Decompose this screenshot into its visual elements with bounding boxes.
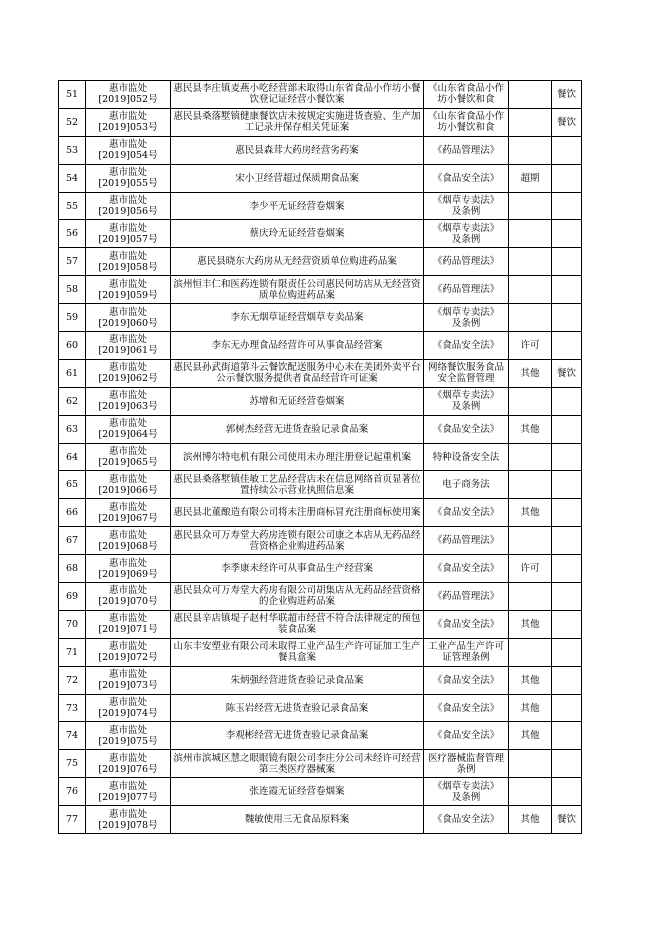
case-title-cell: 惠民县桑落墅镇健康餐饮店未按规定实施进货查验、生产加工记录并保存相关凭证案: [171, 108, 424, 136]
row-number-cell: 64: [59, 443, 86, 471]
document-number-cell: 惠市监处 [2019]052号: [86, 81, 171, 109]
industry-cell: 餐饮: [552, 359, 582, 387]
industry-cell: [552, 415, 582, 443]
document-number-cell: 惠市监处 [2019]060号: [86, 304, 171, 332]
industry-cell: [552, 220, 582, 248]
row-number-cell: 75: [59, 750, 86, 778]
document-number-cell: 惠市监处 [2019]070号: [86, 583, 171, 611]
case-title-cell: 惠民县众可万寿堂大药房连锁有限公司康之本店从无药品经营资格企业购进药品案: [171, 527, 424, 555]
industry-cell: [552, 722, 582, 750]
document-number-cell: 惠市监处 [2019]071号: [86, 610, 171, 638]
law-basis-cell: 《食品安全法》: [424, 555, 509, 583]
table-row: [59, 499, 582, 527]
law-basis-cell: 《烟草专卖法》 及条例: [424, 192, 509, 220]
law-basis-cell: 《食品安全法》: [424, 332, 509, 360]
row-number-cell: 53: [59, 136, 86, 164]
case-title-cell: 朱炳强经营进货查验记录食品案: [171, 666, 424, 694]
row-number-cell: 54: [59, 164, 86, 192]
law-basis-cell: 《食品安全法》: [424, 164, 509, 192]
table-row: [59, 806, 582, 834]
document-number-cell: 惠市监处 [2019]056号: [86, 192, 171, 220]
document-number-cell: 惠市监处 [2019]074号: [86, 694, 171, 722]
industry-cell: [552, 666, 582, 694]
document-number-cell: 惠市监处 [2019]075号: [86, 722, 171, 750]
category-cell: [509, 443, 552, 471]
table-row: [59, 471, 582, 499]
table-row: [59, 666, 582, 694]
category-cell: [509, 778, 552, 806]
table-row: [59, 443, 582, 471]
document-number-cell: 惠市监处 [2019]069号: [86, 555, 171, 583]
law-basis-cell: 《药品管理法》: [424, 136, 509, 164]
law-basis-cell: 《烟草专卖法》 及条例: [424, 304, 509, 332]
category-cell: 其他: [509, 722, 552, 750]
category-cell: 其他: [509, 666, 552, 694]
row-number-cell: 69: [59, 583, 86, 611]
table-row: [59, 750, 582, 778]
law-basis-cell: 《山东省食品小作坊小餐饮和食: [424, 108, 509, 136]
table-row: [59, 220, 582, 248]
law-basis-cell: 电子商务法: [424, 471, 509, 499]
category-cell: [509, 81, 552, 109]
case-table-body: [59, 81, 582, 834]
document-number-cell: 惠市监处 [2019]067号: [86, 499, 171, 527]
case-title-cell: 陈玉岩经营无进货查验记录食品案: [171, 694, 424, 722]
table-row: [59, 192, 582, 220]
industry-cell: [552, 555, 582, 583]
row-number-cell: 76: [59, 778, 86, 806]
document-number-cell: 惠市监处 [2019]072号: [86, 638, 171, 666]
category-cell: [509, 276, 552, 304]
case-title-cell: 惠民县孙武街道第斗云餐饮配送服务中心未在美团外卖平台公示餐饮服务提供者食品经营许可证案: [171, 359, 424, 387]
case-title-cell: 李东无烟草证经营烟草专卖品案: [171, 304, 424, 332]
document-number-cell: 惠市监处 [2019]058号: [86, 248, 171, 276]
document-number-cell: 惠市监处 [2019]059号: [86, 276, 171, 304]
case-title-cell: 山东丰安塑业有限公司未取得工业产品生产许可证加工生产餐具盒案: [171, 638, 424, 666]
law-basis-cell: 《食品安全法》: [424, 694, 509, 722]
category-cell: 其他: [509, 610, 552, 638]
industry-cell: [552, 276, 582, 304]
document-number-cell: 惠市监处 [2019]076号: [86, 750, 171, 778]
table-row: [59, 583, 582, 611]
row-number-cell: 56: [59, 220, 86, 248]
industry-cell: [552, 192, 582, 220]
law-basis-cell: 《食品安全法》: [424, 499, 509, 527]
law-basis-cell: 医疗器械监督管理条例: [424, 750, 509, 778]
industry-cell: [552, 778, 582, 806]
table-row: [59, 694, 582, 722]
case-title-cell: 李少平无证经营卷烟案: [171, 192, 424, 220]
row-number-cell: 55: [59, 192, 86, 220]
industry-cell: [552, 136, 582, 164]
document-number-cell: 惠市监处 [2019]057号: [86, 220, 171, 248]
table-row: [59, 276, 582, 304]
industry-cell: [552, 443, 582, 471]
table-row: [59, 638, 582, 666]
law-basis-cell: 《烟草专卖法》 及条例: [424, 220, 509, 248]
category-cell: 其他: [509, 694, 552, 722]
case-title-cell: 滨州恒丰仁和医药连锁有限责任公司惠民何坊店从无经营资质单位购进药品案: [171, 276, 424, 304]
row-number-cell: 63: [59, 415, 86, 443]
case-title-cell: 惠民县北董酿造有限公司将未注册商标冒充注册商标使用案: [171, 499, 424, 527]
row-number-cell: 59: [59, 304, 86, 332]
case-title-cell: 惠民县众可万寿堂大药房有限公司胡集店从无药品经营资格的企业购进药品案: [171, 583, 424, 611]
table-row: [59, 304, 582, 332]
row-number-cell: 73: [59, 694, 86, 722]
case-title-cell: 李东无办理食品经营许可从事食品经营案: [171, 332, 424, 360]
table-row: [59, 387, 582, 415]
document-number-cell: 惠市监处 [2019]066号: [86, 471, 171, 499]
row-number-cell: 57: [59, 248, 86, 276]
row-number-cell: 66: [59, 499, 86, 527]
industry-cell: [552, 694, 582, 722]
case-title-cell: 惠民县桑落墅镇佳敏工艺品经营店未在信息网络首页显著位置持续公示营业执照信息案: [171, 471, 424, 499]
industry-cell: [552, 164, 582, 192]
case-title-cell: 惠民县辛店镇堤子赵村华联超市经营不符合法律规定的预包装食品案: [171, 610, 424, 638]
case-title-cell: 郭树杰经营无进货查验记录食品案: [171, 415, 424, 443]
row-number-cell: 68: [59, 555, 86, 583]
table-row: [59, 164, 582, 192]
document-number-cell: 惠市监处 [2019]053号: [86, 108, 171, 136]
row-number-cell: 77: [59, 806, 86, 834]
row-number-cell: 74: [59, 722, 86, 750]
law-basis-cell: 《药品管理法》: [424, 527, 509, 555]
row-number-cell: 61: [59, 359, 86, 387]
category-cell: 其他: [509, 499, 552, 527]
table-row: [59, 136, 582, 164]
law-basis-cell: 工业产品生产许可证管理条例: [424, 638, 509, 666]
category-cell: [509, 304, 552, 332]
industry-cell: [552, 750, 582, 778]
row-number-cell: 72: [59, 666, 86, 694]
case-title-cell: 魏敏使用三无食品原料案: [171, 806, 424, 834]
category-cell: [509, 638, 552, 666]
table-row: [59, 722, 582, 750]
table-row: [59, 248, 582, 276]
case-table: [58, 80, 582, 834]
category-cell: [509, 583, 552, 611]
category-cell: [509, 108, 552, 136]
table-row: [59, 555, 582, 583]
case-title-cell: 李观彬经营无进货查验记录食品案: [171, 722, 424, 750]
category-cell: [509, 248, 552, 276]
category-cell: [509, 387, 552, 415]
document-number-cell: 惠市监处 [2019]054号: [86, 136, 171, 164]
category-cell: [509, 136, 552, 164]
table-row: [59, 610, 582, 638]
industry-cell: [552, 638, 582, 666]
table-row: [59, 415, 582, 443]
case-title-cell: 张连霞无证经营卷烟案: [171, 778, 424, 806]
category-cell: [509, 192, 552, 220]
document-number-cell: 惠市监处 [2019]061号: [86, 332, 171, 360]
industry-cell: [552, 610, 582, 638]
industry-cell: [552, 387, 582, 415]
industry-cell: [552, 583, 582, 611]
document-number-cell: 惠市监处 [2019]078号: [86, 806, 171, 834]
law-basis-cell: 《烟草专卖法》 及条例: [424, 387, 509, 415]
law-basis-cell: 网络餐饮服务食品安全监督管理: [424, 359, 509, 387]
row-number-cell: 67: [59, 527, 86, 555]
table-row: [59, 81, 582, 109]
category-cell: 许可: [509, 332, 552, 360]
law-basis-cell: 《药品管理法》: [424, 248, 509, 276]
law-basis-cell: 《药品管理法》: [424, 276, 509, 304]
table-row: [59, 359, 582, 387]
category-cell: 许可: [509, 555, 552, 583]
law-basis-cell: 特种设备安全法: [424, 443, 509, 471]
case-title-cell: 惠民县晓东大药房从无经营资质单位购进药品案: [171, 248, 424, 276]
document-number-cell: 惠市监处 [2019]063号: [86, 387, 171, 415]
law-basis-cell: 《食品安全法》: [424, 806, 509, 834]
industry-cell: [552, 471, 582, 499]
case-title-cell: 李季康未经许可从事食品生产经营案: [171, 555, 424, 583]
case-title-cell: 苏增和无证经营卷烟案: [171, 387, 424, 415]
law-basis-cell: 《食品安全法》: [424, 666, 509, 694]
row-number-cell: 70: [59, 610, 86, 638]
law-basis-cell: 《药品管理法》: [424, 583, 509, 611]
case-title-cell: 惠民县李庄镇麦燕小吃经营部未取得山东省食品小作坊小餐饮登记证经营小餐饮案: [171, 81, 424, 109]
industry-cell: 餐饮: [552, 806, 582, 834]
category-cell: 超期: [509, 164, 552, 192]
case-title-cell: 蔡庆玲无证经营卷烟案: [171, 220, 424, 248]
row-number-cell: 62: [59, 387, 86, 415]
category-cell: 其他: [509, 415, 552, 443]
table-row: [59, 527, 582, 555]
document-number-cell: 惠市监处 [2019]068号: [86, 527, 171, 555]
law-basis-cell: 《食品安全法》: [424, 610, 509, 638]
law-basis-cell: 《山东省食品小作坊小餐饮和食: [424, 81, 509, 109]
category-cell: [509, 527, 552, 555]
industry-cell: [552, 527, 582, 555]
row-number-cell: 52: [59, 108, 86, 136]
case-title-cell: 惠民县森茸大药房经营劣药案: [171, 136, 424, 164]
industry-cell: [552, 332, 582, 360]
category-cell: [509, 750, 552, 778]
document-number-cell: 惠市监处 [2019]055号: [86, 164, 171, 192]
document-number-cell: 惠市监处 [2019]064号: [86, 415, 171, 443]
industry-cell: 餐饮: [552, 81, 582, 109]
category-cell: 其他: [509, 359, 552, 387]
document-number-cell: 惠市监处 [2019]065号: [86, 443, 171, 471]
industry-cell: [552, 248, 582, 276]
table-row: [59, 332, 582, 360]
category-cell: 其他: [509, 806, 552, 834]
table-row: [59, 108, 582, 136]
document-number-cell: 惠市监处 [2019]073号: [86, 666, 171, 694]
category-cell: [509, 471, 552, 499]
case-title-cell: 滨州博尔特电机有限公司使用未办理注册登记起重机案: [171, 443, 424, 471]
category-cell: [509, 220, 552, 248]
row-number-cell: 71: [59, 638, 86, 666]
case-title-cell: 滨州市滨城区慧之眼眼镜有限公司李庄分公司未经许可经营第三类医疗器械案: [171, 750, 424, 778]
law-basis-cell: 《烟草专卖法》 及条例: [424, 778, 509, 806]
row-number-cell: 60: [59, 332, 86, 360]
row-number-cell: 65: [59, 471, 86, 499]
case-title-cell: 宋小卫经营超过保质期食品案: [171, 164, 424, 192]
law-basis-cell: 《食品安全法》: [424, 415, 509, 443]
document-number-cell: 惠市监处 [2019]077号: [86, 778, 171, 806]
row-number-cell: 51: [59, 81, 86, 109]
row-number-cell: 58: [59, 276, 86, 304]
document-number-cell: 惠市监处 [2019]062号: [86, 359, 171, 387]
table-row: [59, 778, 582, 806]
industry-cell: [552, 304, 582, 332]
industry-cell: [552, 499, 582, 527]
industry-cell: 餐饮: [552, 108, 582, 136]
law-basis-cell: 《食品安全法》: [424, 722, 509, 750]
